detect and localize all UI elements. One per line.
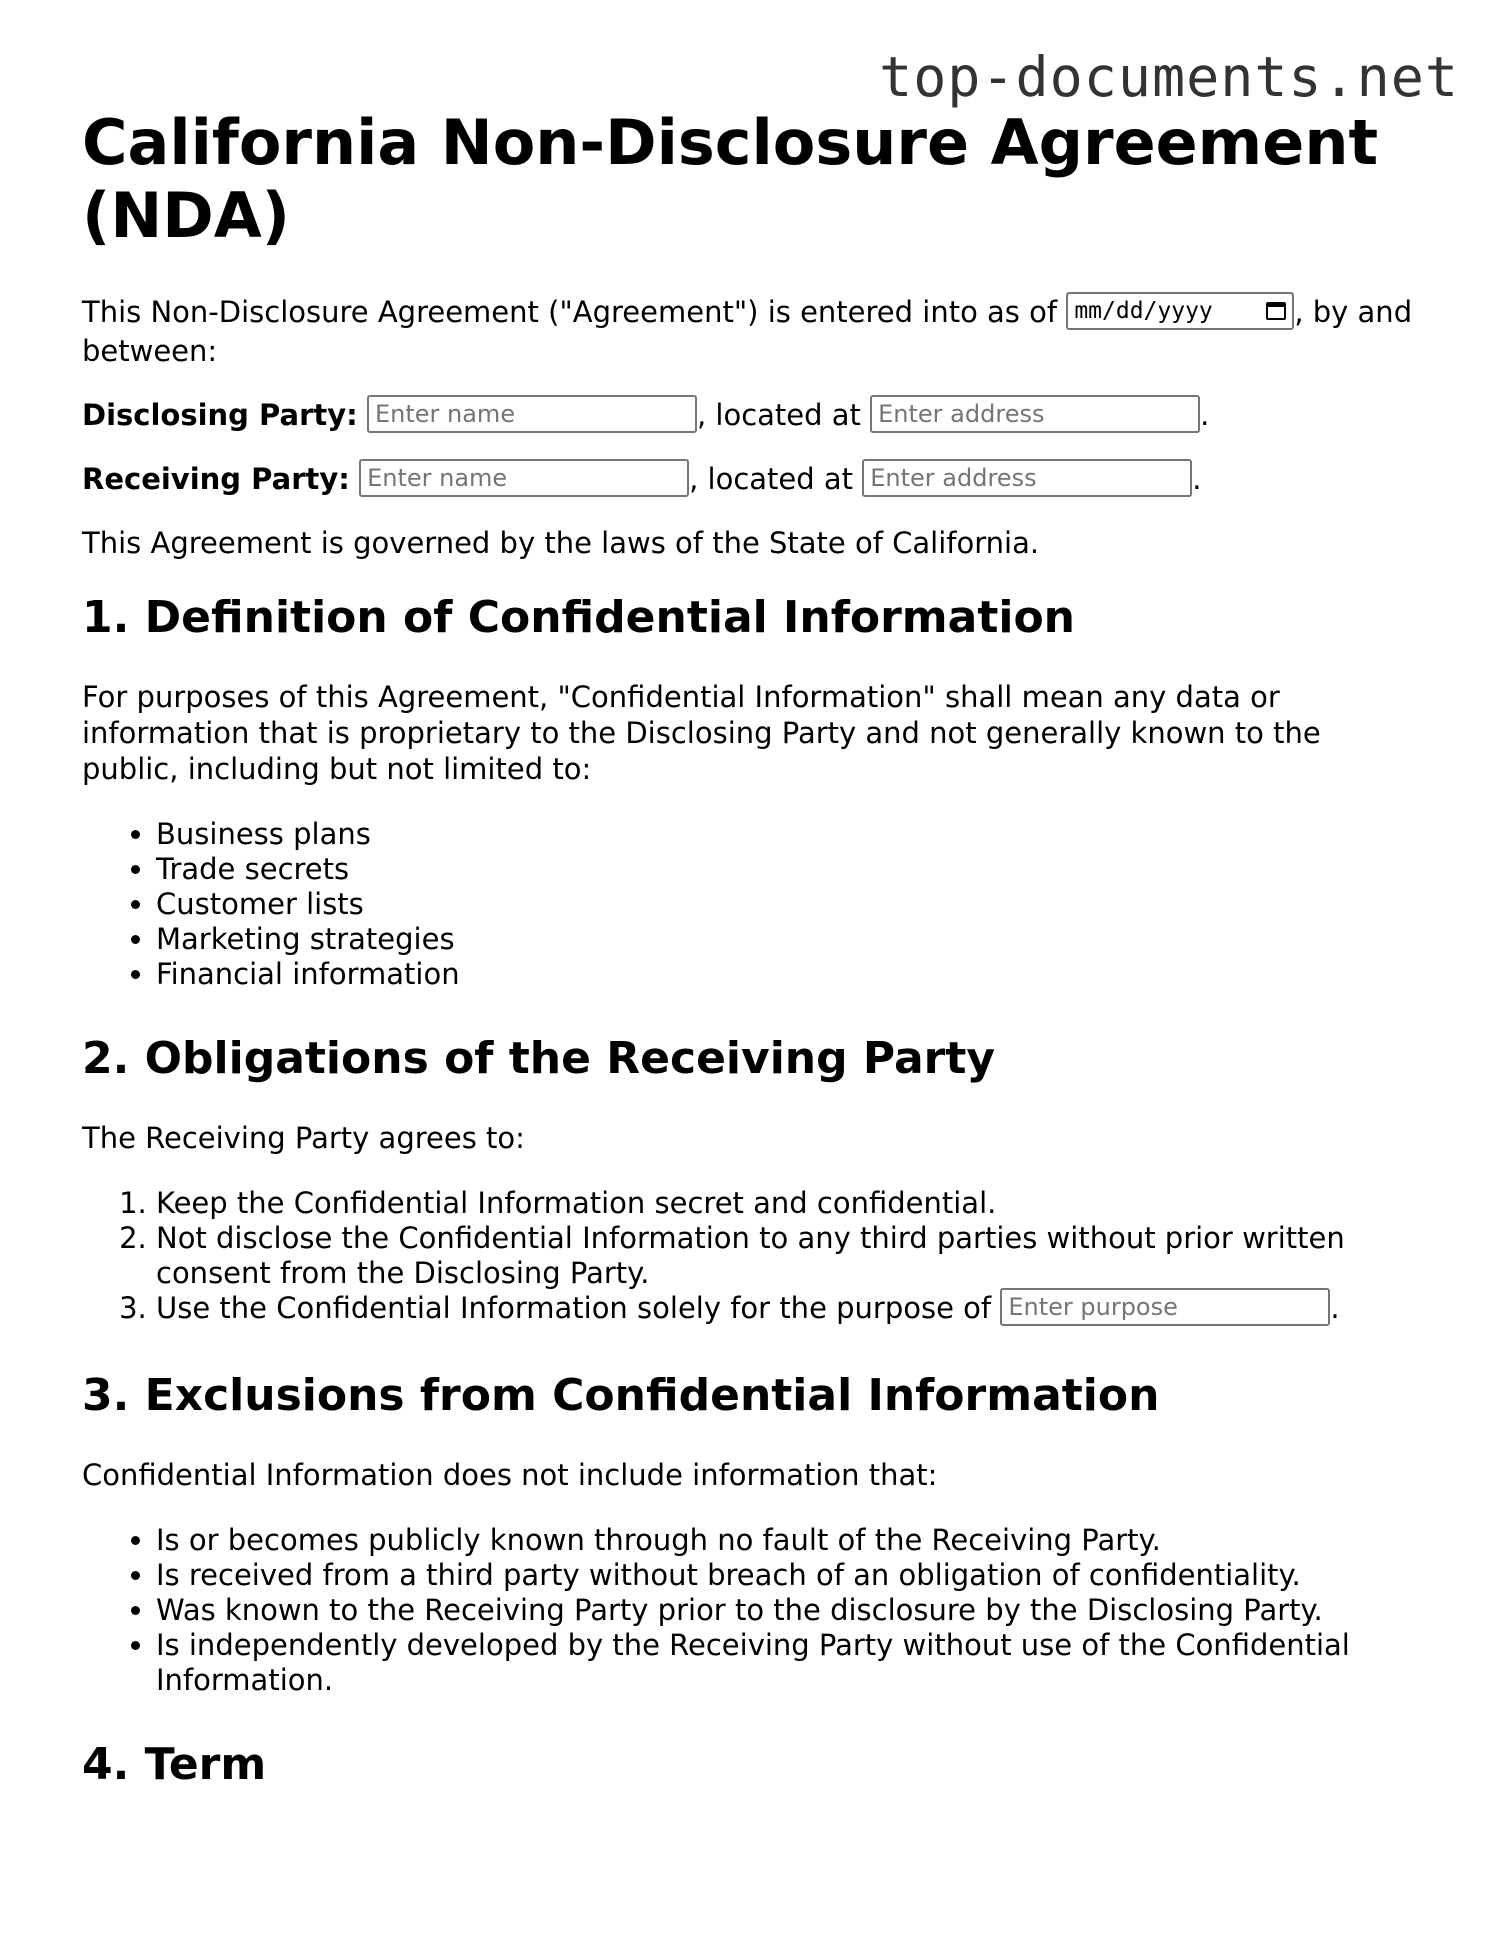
document-page [82, 106, 1422, 1826]
watermark: top-documents.net [879, 45, 1459, 109]
receiving-party-label: Receiving Party: [82, 462, 350, 496]
section-1-list [82, 817, 1422, 992]
disclosing-party-label: Disclosing Party: [82, 398, 358, 432]
section-3-text: Confidential Information does not include information that: [82, 1458, 938, 1492]
list-item: • Marketing strategies [156, 922, 1422, 957]
purpose-input[interactable] [1000, 1288, 1330, 1326]
list-item: • Is or becomes publicly known through no fault of the Receiving Party. [156, 1523, 1422, 1558]
receiving-located-at: , located at [689, 462, 863, 496]
governing-law-text: This Agreement is governed by the laws of the State of California. [82, 526, 1040, 560]
list-item: • Is received from a third party without breach of an obligation of confidentiality. [156, 1558, 1422, 1593]
receiving-party-address-input[interactable] [862, 459, 1192, 497]
list-item: • Trade secrets [156, 852, 1422, 887]
section-3-title: 3. Exclusions from Confidential Information [82, 1370, 1160, 1421]
list-item: 2. Not disclose the Confidential Information to any third parties without prior written consent from the Disclosing Party. [156, 1221, 1422, 1291]
disclosing-end: . [1200, 398, 1210, 432]
disclosing-party-address-input[interactable] [870, 395, 1200, 433]
intro-text-after: , by and between: [82, 295, 1413, 368]
receiving-party-name-input[interactable] [359, 459, 689, 497]
calendar-icon[interactable] [1266, 302, 1286, 320]
section-2-list [82, 1186, 1422, 1329]
list-item: • Customer lists [156, 887, 1422, 922]
receiving-end: . [1192, 462, 1202, 496]
list-item: • Is independently developed by the Receiving Party without use of the Confidential Information. [156, 1628, 1422, 1698]
disclosing-located-at: , located at [696, 398, 871, 432]
section-3-list [82, 1523, 1422, 1698]
section-1-title: 1. Definition of Confidential Information [82, 592, 1076, 643]
disclosing-party-line [82, 397, 1422, 436]
section-2-text: The Receiving Party agrees to: [82, 1121, 525, 1155]
list-item: • Business plans [156, 817, 1422, 852]
list-item: • Was known to the Receiving Party prior to the disclosure by the Disclosing Party. [156, 1593, 1422, 1628]
purpose-text: Use the Confidential Information solely for the purpose of [156, 1291, 1001, 1325]
disclosing-party-name-input[interactable] [367, 395, 697, 433]
agreement-date-input[interactable] [1066, 292, 1294, 330]
intro-text-before: This Non-Disclosure Agreement ("Agreement") is entered into as of [82, 295, 1067, 329]
date-placeholder: mm/dd/yyyy [1074, 298, 1213, 324]
list-item [156, 1291, 1422, 1329]
intro-paragraph [82, 294, 1422, 369]
section-2-title: 2. Obligations of the Receiving Party [82, 1033, 996, 1084]
purpose-end: . [1330, 1291, 1340, 1325]
list-item: • Financial information [156, 957, 1422, 992]
list-item: 1. Keep the Confidential Information secret and confidential. [156, 1186, 1422, 1221]
document-title: California Non-Disclosure Agreement (NDA) [82, 106, 1379, 252]
section-4-title: 4. Term [82, 1739, 267, 1790]
receiving-party-line [82, 461, 1422, 500]
section-1-text: For purposes of this Agreement, "Confidential Information" shall mean any data or information that is proprietary to the Disclosing Party and not generally known to the public, including but not limited to: [82, 680, 1321, 786]
